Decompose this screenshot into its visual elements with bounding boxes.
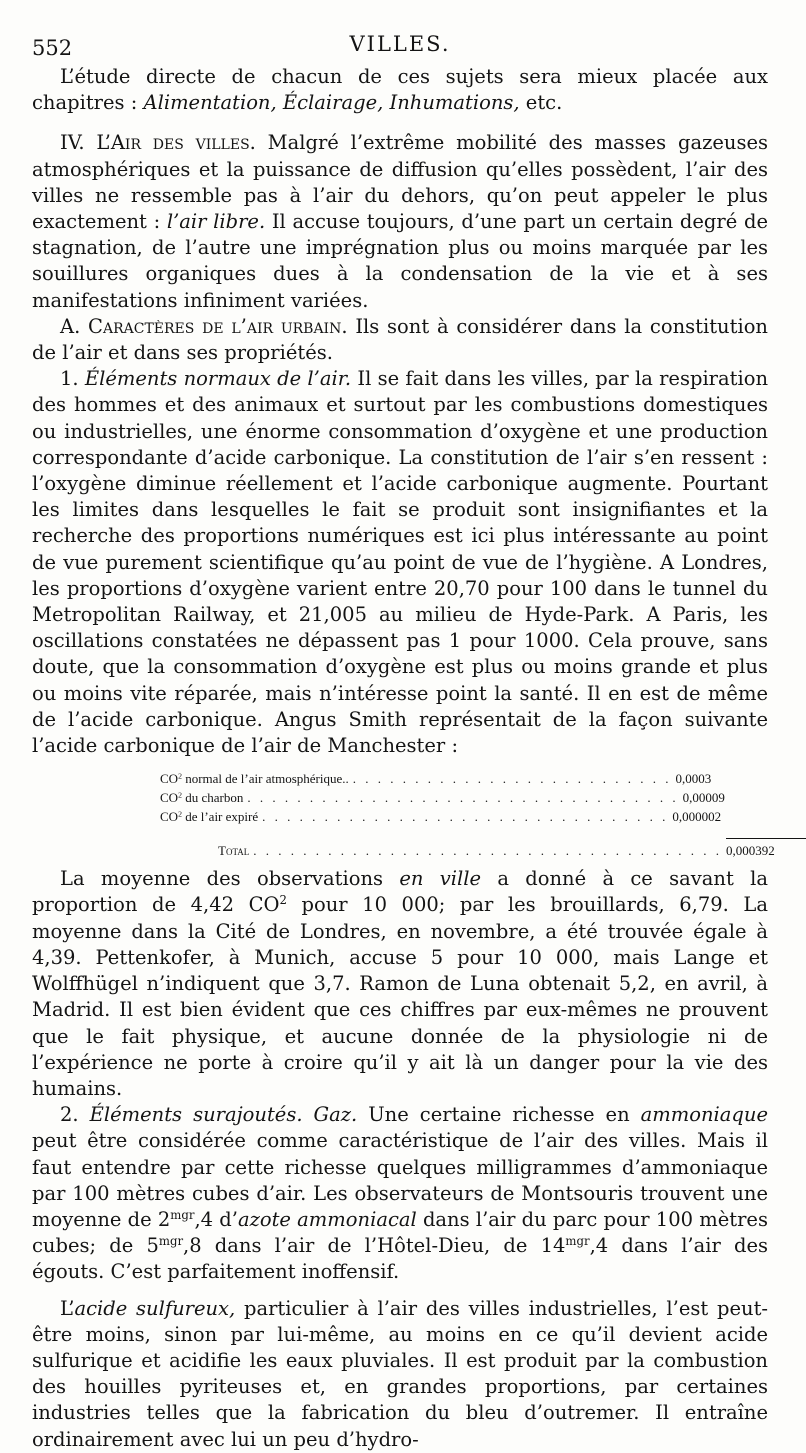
row-text: normal de l’air atmosphérique..	[181, 771, 349, 787]
text-span: a donné à ce savant la proportion de 4,42 CO	[32, 867, 768, 917]
text-span: ,4 d’	[194, 1207, 238, 1231]
text-span: Une certaine richesse en	[357, 1103, 641, 1127]
chem-symbol: CO	[160, 790, 179, 806]
row-value: 0,0003	[675, 771, 712, 787]
row-value: 0,000002	[672, 809, 722, 825]
co2-table	[160, 769, 775, 860]
superscript: 2	[178, 809, 182, 819]
text-span: ,4 dans l’air des égouts. C’est parfaitement inoffensif.	[32, 1234, 769, 1284]
page-header	[32, 28, 768, 60]
table-total-row	[160, 838, 775, 860]
table-row	[160, 769, 712, 788]
italic-term: ammoniaque	[640, 1103, 769, 1127]
superscript: 2	[178, 790, 182, 800]
dot-leader: . . . . . . . . . . . . . . . . . . . . . . . . . .	[352, 771, 672, 787]
text-span: ,8 dans l’air de l’Hôtel-Dieu, de 14	[183, 1234, 566, 1258]
chem-symbol: CO	[160, 771, 179, 787]
superscript: mgr	[170, 1207, 195, 1222]
dot-leader: . . . . . . . . . . . . . . . . . . . . . . . . . . . . . . . . .	[262, 809, 669, 825]
table-row	[160, 788, 725, 807]
paragraph-elements-surajoutes	[32, 1102, 768, 1285]
text-span: L’étude directe de chacun de ces sujets sera mieux placée aux chapitres :	[32, 65, 768, 115]
paragraph-moyenne	[32, 866, 768, 1102]
subsection-heading: A. Caractères de l’air urbain.	[60, 314, 348, 338]
text-span: Il accuse toujours, d’une part un certain degré de stagnation, de l’autre une imprégnation plus ou moins marquée par les souillures organiques dues à la condensation de la vie et à ses manifestations infiniment variées.	[32, 210, 768, 312]
text-span: La moyenne des observations	[60, 867, 400, 891]
row-label	[160, 769, 349, 788]
page-number: 552	[32, 36, 73, 60]
superscript: 2	[178, 771, 182, 781]
text-span: Malgré l’extrême mobilité des masses gazeuses atmosphériques et la puissance de diffusion qu’elles possèdent, l’air des villes ne ressemble pas à l’air du dehors, qu’on peut appeler le plus exactement :	[32, 131, 768, 234]
item-number: 2.	[60, 1103, 90, 1127]
chem-symbol: CO	[160, 809, 179, 825]
text-span: Il se fait dans les villes, par la respiration des hommes et des animaux et surtout par les combustions domestiques ou industrielles, une énorme consommation d’oxygène et une production correspondante d’acide carbonique. La constitution de l’air s’en ressent : l’oxygène diminue réellement et l’acide carbonique augmente. Pourtant les limites dans lesquelles le fait se produit sont insignifiantes et la recherche des proportions numériques est ici plus intéressante au point de vue purement scientifique qu’au point de vue de l’hygiène. A Londres, les proportions d’oxygène varient entre 20,70 pour 100 dans le tunnel du Metropolitan Railway, et 21,005 au milieu de Hyde-Park. A Paris, les oscillations constatées ne dépassent pas 1 pour 1000. Cela prouve, sans doute, que la consommation d’oxygène est plus ou moins grande et plus ou moins vite réparée, mais n’intéresse point la santé. Il en est de même de l’acide carbonique. Angus Smith représentait de la façon suivante l’acide carbonique de l’air de Manchester :	[32, 367, 769, 758]
superscript: mgr	[565, 1234, 590, 1249]
paragraph-elements-normaux	[32, 366, 768, 759]
superscript: 2	[279, 893, 287, 908]
italic-term: en ville	[399, 867, 482, 891]
superscript: mgr	[158, 1234, 184, 1249]
paragraph-caracteres	[32, 314, 768, 366]
italic-chapter-list: Alimentation, Éclairage, Inhumations,	[143, 91, 520, 115]
total-label: Total	[218, 843, 250, 859]
paragraph-acide-sulfureux	[32, 1296, 768, 1453]
italic-term: acide sulfureux,	[74, 1296, 236, 1320]
text-span: dans l’air du parc pour 100 mètres cubes; de 5	[32, 1207, 768, 1258]
row-label	[160, 807, 258, 826]
text-span: Ils sont à considérer dans la constitution de l’air et dans ses propriétés.	[32, 314, 768, 365]
italic-subheading: Gaz.	[302, 1103, 358, 1127]
italic-term: l’air libre.	[166, 210, 266, 234]
page-body	[32, 64, 775, 1453]
item-number: 1.	[60, 367, 85, 391]
dot-leader: . . . . . . . . . . . . . . . . . . . . . . . . . . . . . . . . . . . . . .	[253, 843, 722, 859]
section-heading: L’Air des villes.	[96, 131, 256, 155]
dot-leader: . . . . . . . . . . . . . . . . . . . . . . . . . . . . . . . . . . .	[247, 790, 679, 806]
total-value: 0,000392	[726, 838, 806, 860]
text-span: pour 10 000; par les brouillards, 6,79. La moyenne dans la Cité de Londres, en novembre, a été trouvée égale à 4,39. Pettenkofer, à Munich, accuse 5 pour 10 000, mais Lange et Wolffhügel n’indiquent que 3,7. Ramon de Luna obtenait 5,2, en avril, à Madrid. Il est bien évident que ces chiffres par eux-mêmes ne prouvent que le fait physique, et aucune donnée de la physiologie ni de l’expérience ne porte à croire qu’il y ait là un danger pour la vie des humains.	[32, 893, 768, 1100]
paragraph-air-des-villes	[32, 130, 768, 313]
paragraph-intro	[32, 64, 768, 116]
italic-heading: Éléments surajoutés.	[89, 1103, 303, 1127]
row-text: du charbon	[181, 790, 244, 806]
italic-term: azote ammoniacal	[237, 1207, 417, 1231]
section-number: IV.	[60, 131, 97, 155]
row-label	[160, 788, 243, 807]
row-text: de l’air expiré	[181, 809, 259, 825]
text-span: peut être considérée comme caractéristique de l’air des villes. Mais il faut entendre par cette richesse quelques milligrammes d’ammoniaque par 100 mètres cubes d’air. Les observateurs de Montsouris trouvent une moyenne de 2	[32, 1129, 768, 1231]
text-span: etc.	[519, 91, 563, 115]
table-row	[160, 807, 722, 826]
running-title: VILLES.	[349, 32, 451, 56]
text-span: particulier à l’air des villes industrielles, l’est peut-être moins, sinon par lui-même, au moins en ce qu’il devient acide sulfurique et acidifie les eaux pluviales. Il est produit par la combustion des houilles pyriteuses et, en grandes proportions, par certaines industries telles que la fabrication du bleu d’outremer. Il entraîne ordinairement avec lui un peu d’hydro-	[32, 1296, 768, 1451]
row-value: 0,00009	[682, 790, 725, 806]
italic-heading: Éléments normaux de l’air.	[84, 367, 352, 391]
text-span: L’	[60, 1296, 75, 1320]
